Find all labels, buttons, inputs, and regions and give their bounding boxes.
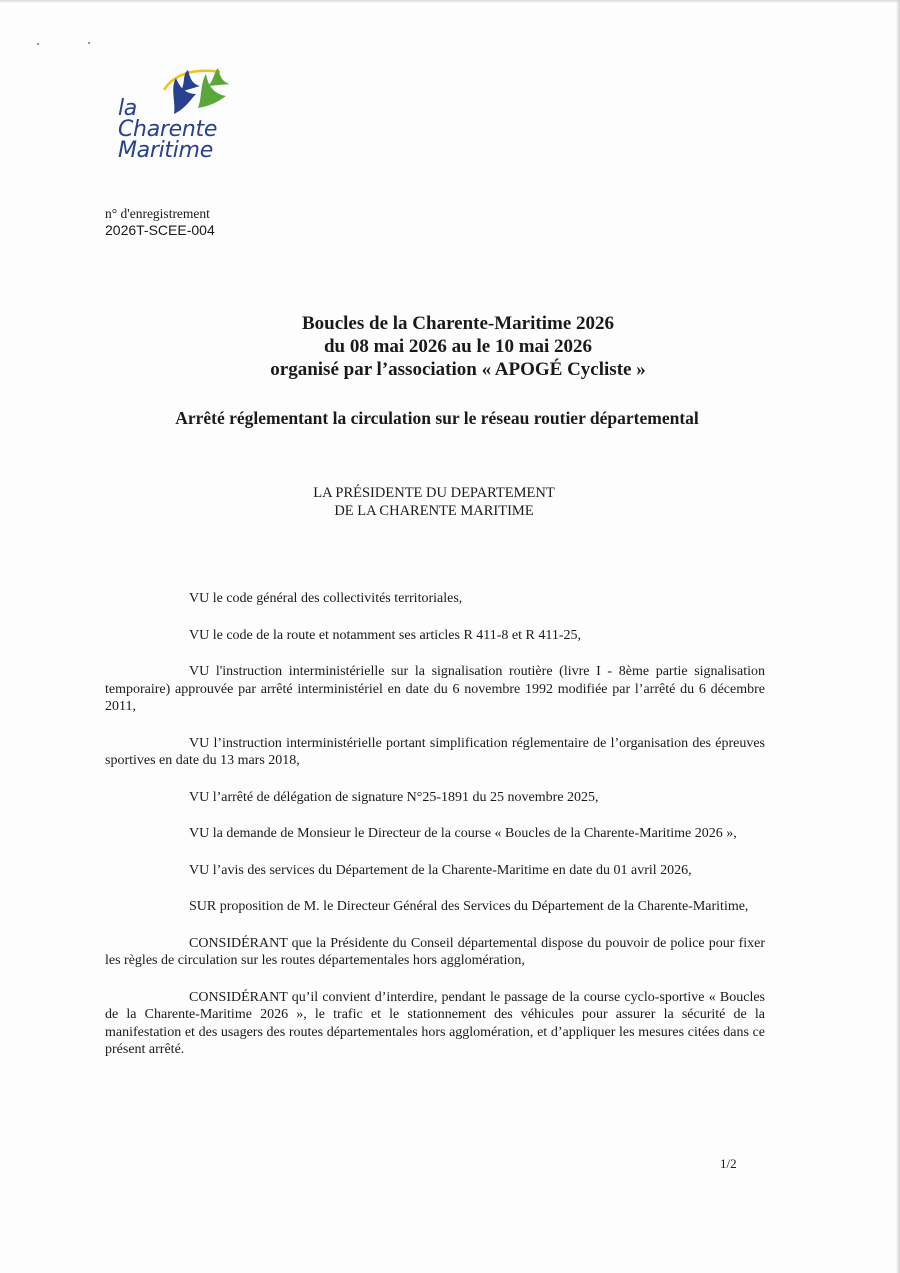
charente-maritime-logo [116,64,256,174]
document-title [0,312,900,381]
document-body [105,590,765,1078]
logo-line-2: Charente [118,117,218,142]
registration-block [105,205,215,239]
document-subtitle: Arrêté réglementant la circulation sur le réseau routier départemental [175,408,699,428]
title-line-1: Boucles de la Charente-Maritime 2026 [301,313,615,334]
paragraph-vu-demande: VU la demande de Monsieur le Directeur de la course « Boucles de la Charente-Maritime 2026 », [189,826,737,841]
scan-edge-top [0,0,900,3]
logo-wordmark [118,98,217,161]
paragraph-considerant-police: CONSIDÉRANT que la Présidente du Conseil départemental dispose du pouvoir de police pour fixer les règles de circulation sur les routes départementales hors agglomération, [105,935,765,968]
logo-line-1: la [118,96,137,121]
paragraph-vu-delegation: VU l’arrêté de délégation de signature N°25-1891 du 25 novembre 2025, [189,789,599,805]
paragraph-considerant-interdire: CONSIDÉRANT qu’il convient d’interdire, pendant le passage de la course cyclo-sportive « Boucles de la Charente-Maritime 2026 », le trafic et le stationnement des véhicules pour assurer la sécurité de la manifestation et des usagers des routes départementales hors agglomération, et d’appliquer les mesures citées dans ce présent arrêté. [105,989,765,1057]
registration-code: 2026T-SCEE-004 [105,222,215,238]
paragraph-vu-instruction-epreuves: VU l’instruction interministérielle portant simplification réglementaire de l’organisation des épreuves sportives en date du 13 mars 2018, [105,735,765,768]
paragraph-vu-avis: VU l’avis des services du Département de la Charente-Maritime en date du 01 avril 2026, [189,862,692,878]
paragraph-vu-cgct: VU le code général des collectivités territoriales, [189,591,463,606]
scan-speck [37,43,39,45]
paragraph-vu-instruction-signalisation: VU l'instruction interministérielle sur la signalisation routière (livre I - 8ème partie signalisation temporaire) approuvée par arrêté interministériel en date du 6 novembre 1992 modifiée par l’arrêté du 6 décembre 2011, [105,664,765,714]
authority-line-1: LA PRÉSIDENTE DU DEPARTEMENT [313,485,555,501]
scan-speck [88,42,90,44]
logo-line-3: Maritime [118,138,213,163]
title-line-3: organisé par l’association « APOGÉ Cycliste » [270,359,646,380]
authority-line-2: DE LA CHARENTE MARITIME [334,503,534,519]
scan-edge-right [896,0,900,1273]
registration-label: n° d'enregistrement [105,206,210,221]
paragraph-sur-proposition: SUR proposition de M. le Directeur Général des Services du Département de la Charente-Maritime, [189,899,749,914]
authority-heading [0,484,868,520]
title-line-2: du 08 mai 2026 au le 10 mai 2026 [323,336,593,357]
page-number: 1/2 [720,1156,737,1171]
paragraph-vu-code-route: VU le code de la route et notamment ses articles R 411-8 et R 411-25, [189,627,582,643]
